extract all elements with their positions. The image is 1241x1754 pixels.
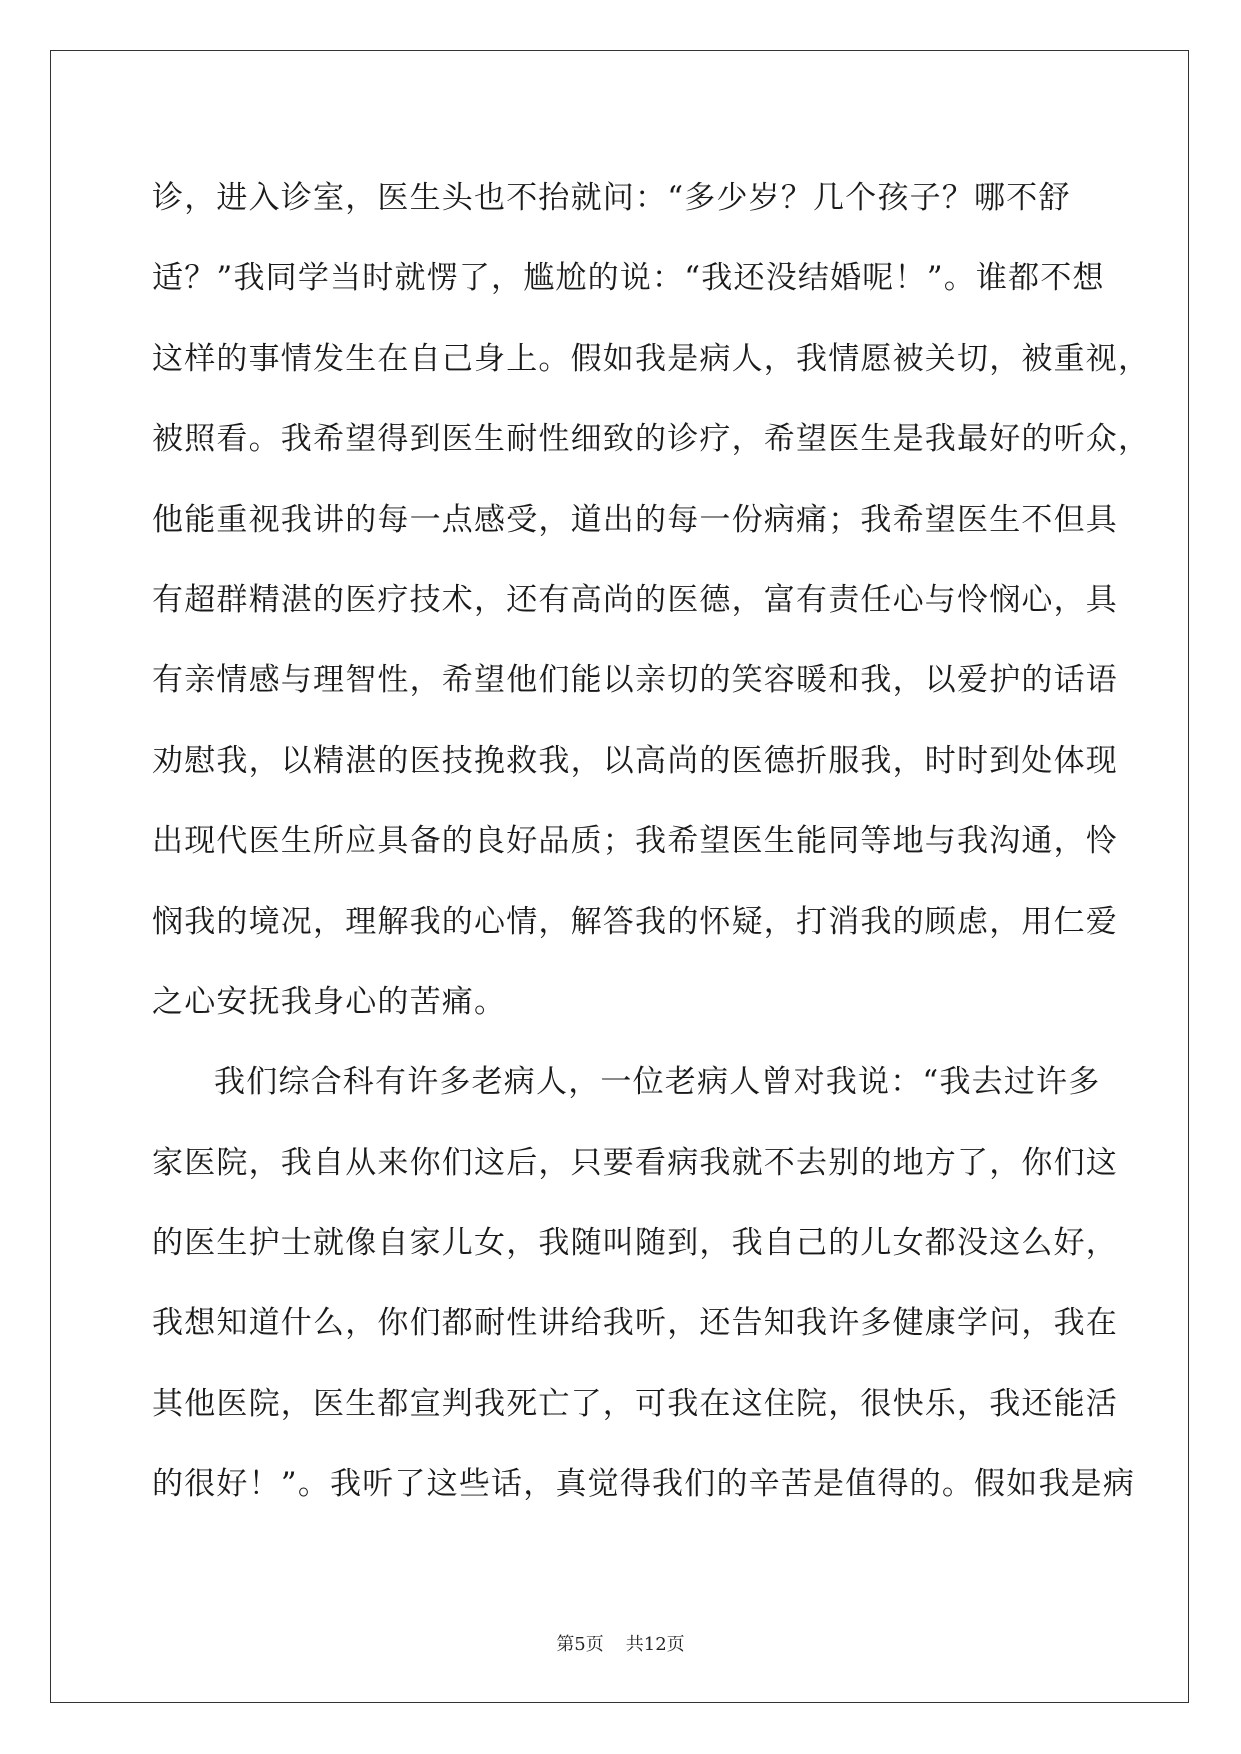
text-line: 劝慰我，以精湛的医技挽救我，以高尚的医德折服我，时时到处体现 [152,742,1118,779]
text-line: 之心安抚我身心的苦痛。 [152,983,507,1020]
text-line: 有超群精湛的医疗技术，还有高尚的医德，富有责任心与怜悯心，具 [152,581,1118,618]
text-line: 有亲情感与理智性，希望他们能以亲切的笑容暖和我，以爱护的话语 [152,662,1118,699]
page-footer [0,1630,1241,1656]
text-line: 他能重视我讲的每一点感受，道出的每一份病痛；我希望医生不但具 [152,501,1118,538]
text-line: 出现代医生所应具备的良好品质；我希望医生能同等地与我沟通，怜 [152,823,1118,860]
document-body [152,158,1151,1525]
text-line: 其他医院，医生都宣判我死亡了，可我在这住院，很快乐，我还能活 [152,1385,1118,1422]
text-line: 这样的事情发生在自己身上。假如我是病人，我情愿被关切，被重视， [152,340,1151,377]
text-line: 适？”我同学当时就愣了，尴尬的说：“我还没结婚呢！”。谁都不想 [152,260,1105,297]
text-line: 诊，进入诊室，医生头也不抬就问：“多少岁？几个孩子？哪不舒 [152,180,1071,216]
page-total: 共12页 [625,1634,685,1655]
text-line: 我想知道什么，你们都耐性讲给我听，还告知我许多健康学问，我在 [152,1305,1118,1342]
page-number: 第5页 [556,1634,604,1655]
text-line: 被照看。我希望得到医生耐性细致的诊疗，希望医生是我最好的听众， [152,421,1151,458]
paragraph-start-line: 我们综合科有许多老病人，一位老病人曾对我说：“我去过许多 [214,1064,1101,1101]
text-line: 的医生护士就像自家儿女，我随叫随到，我自己的儿女都没这么好， [152,1225,1118,1262]
text-line: 的很好！”。我听了这些话，真觉得我们的辛苦是值得的。假如我是病 [152,1466,1136,1503]
text-line: 家医院，我自从来你们这后，只要看病我就不去别的地方了，你们这 [152,1144,1118,1181]
text-line: 悯我的境况，理解我的心情，解答我的怀疑，打消我的顾虑，用仁爱 [152,903,1118,940]
